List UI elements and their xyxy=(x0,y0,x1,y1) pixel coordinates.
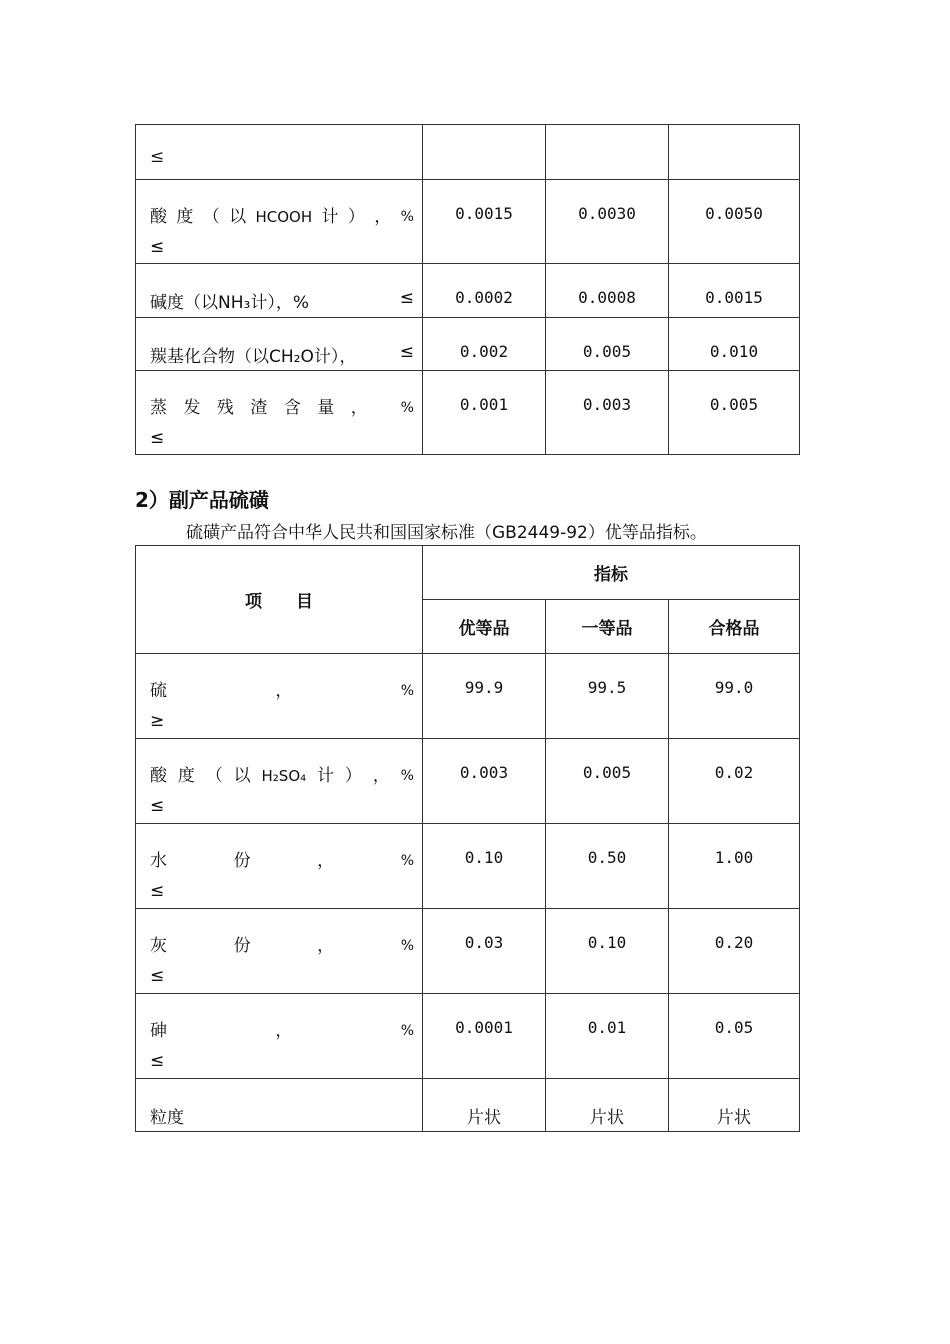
table-row xyxy=(136,180,800,264)
value-cell: 0.0002 xyxy=(423,264,546,318)
table-row xyxy=(136,909,800,994)
value-cell: 0.20 xyxy=(669,909,800,994)
value-cell: 0.0015 xyxy=(669,264,800,318)
value-cell: 0.0001 xyxy=(423,994,546,1079)
label-part: 量 xyxy=(317,398,335,418)
value-cell: 片状 xyxy=(423,1079,546,1132)
header-grade: 一等品 xyxy=(546,600,669,654)
value-cell: 片状 xyxy=(546,1079,669,1132)
label-part: ） xyxy=(344,766,362,786)
comparator: ≤ xyxy=(150,881,165,901)
label-part: 硫 xyxy=(150,681,167,701)
row-label xyxy=(136,824,423,909)
comparator: ≤ xyxy=(399,288,414,308)
label-part: HCOOH xyxy=(255,208,313,226)
section-paragraph: 硫磺产品符合中华人民共和国国家标准（GB2449-92）优等品指标。 xyxy=(186,523,707,543)
value-cell: 0.03 xyxy=(423,909,546,994)
label-part: 份 xyxy=(233,851,251,871)
table-header-row xyxy=(136,546,800,600)
comparator: ≥ xyxy=(150,711,165,731)
label-part: % xyxy=(400,209,414,225)
comparator: ≤ xyxy=(399,342,414,362)
row-label xyxy=(136,318,423,371)
label-part: % xyxy=(400,400,414,416)
table-row xyxy=(136,371,800,455)
label-part: 渣 xyxy=(250,398,268,418)
value-cell: 0.005 xyxy=(669,371,800,455)
value-cell: 0.01 xyxy=(546,994,669,1079)
row-label xyxy=(136,654,423,739)
table-row xyxy=(136,318,800,371)
label-part: 含 xyxy=(283,398,301,418)
label-part: % xyxy=(400,938,414,954)
label-part: ， xyxy=(350,398,368,418)
row-label: 粒度 xyxy=(136,1079,423,1132)
value-cell: 0.003 xyxy=(546,371,669,455)
table-row xyxy=(136,824,800,909)
header-item: 项 目 xyxy=(136,546,423,654)
value-cell: 片状 xyxy=(669,1079,800,1132)
value-cell xyxy=(546,125,669,180)
value-cell: 0.010 xyxy=(669,318,800,371)
table-row xyxy=(136,264,800,318)
label-part: % xyxy=(400,683,414,699)
header-grade: 优等品 xyxy=(423,600,546,654)
value-cell: 0.002 xyxy=(423,318,546,371)
label-part: 度 xyxy=(176,207,194,227)
comparator: ≤ xyxy=(150,428,165,448)
label-part: ， xyxy=(317,851,335,871)
row-label xyxy=(136,739,423,824)
table-row xyxy=(136,654,800,739)
header-grade: 合格品 xyxy=(669,600,800,654)
comparator: ≤ xyxy=(150,147,165,167)
value-cell: 0.0008 xyxy=(546,264,669,318)
sulfur-spec-table xyxy=(135,545,800,1132)
label-part: 度 xyxy=(177,766,195,786)
value-cell: 0.10 xyxy=(546,909,669,994)
label-part: % xyxy=(400,1023,414,1039)
value-cell: 0.001 xyxy=(423,371,546,455)
comparator: ≤ xyxy=(150,966,165,986)
value-cell: 0.0030 xyxy=(546,180,669,264)
value-cell: 99.0 xyxy=(669,654,800,739)
value-cell: 0.005 xyxy=(546,318,669,371)
label-part: % xyxy=(400,853,414,869)
table-row xyxy=(136,739,800,824)
label-part: ， xyxy=(275,1021,293,1041)
label-part: 酸 xyxy=(150,207,167,227)
comparator: ≤ xyxy=(150,796,165,816)
label-part: 酸 xyxy=(150,766,167,786)
label-part: 计 xyxy=(321,207,339,227)
label-part: % xyxy=(400,768,414,784)
header-index: 指标 xyxy=(423,546,800,600)
label-part: 发 xyxy=(183,398,201,418)
impurity-table-continued xyxy=(135,124,800,455)
label-part: （ xyxy=(205,766,223,786)
label-part: 灰 xyxy=(150,936,167,956)
section-heading: 2）副产品硫磺 xyxy=(135,488,269,512)
value-cell: 0.50 xyxy=(546,824,669,909)
table-row xyxy=(136,125,800,180)
value-cell: 0.0050 xyxy=(669,180,800,264)
row-label xyxy=(136,909,423,994)
row-label xyxy=(136,264,423,318)
comparator: ≤ xyxy=(150,1051,165,1071)
value-cell: 99.9 xyxy=(423,654,546,739)
row-label xyxy=(136,371,423,455)
label-part: 水 xyxy=(150,851,167,871)
table-row xyxy=(136,994,800,1079)
row-label xyxy=(136,125,423,180)
value-cell: 0.02 xyxy=(669,739,800,824)
value-cell: 0.10 xyxy=(423,824,546,909)
label-part: 份 xyxy=(233,936,251,956)
label-part: ， xyxy=(372,766,390,786)
label-part: 残 xyxy=(216,398,234,418)
value-cell: 0.005 xyxy=(546,739,669,824)
label-part: ， xyxy=(374,207,392,227)
value-cell xyxy=(669,125,800,180)
value-cell xyxy=(423,125,546,180)
value-cell: 99.5 xyxy=(546,654,669,739)
label-part: 砷 xyxy=(150,1021,167,1041)
table-row xyxy=(136,1079,800,1132)
label-text: 碱度（以NH₃计），% xyxy=(150,293,309,313)
label-text: 羰基化合物（以CH₂O计）， xyxy=(150,347,357,367)
value-cell: 0.003 xyxy=(423,739,546,824)
value-cell: 1.00 xyxy=(669,824,800,909)
label-part: ， xyxy=(275,681,293,701)
row-label xyxy=(136,994,423,1079)
value-cell: 0.0015 xyxy=(423,180,546,264)
label-part: 计 xyxy=(317,766,335,786)
label-part: 以 xyxy=(233,766,251,786)
label-part: ， xyxy=(317,936,335,956)
comparator: ≤ xyxy=(150,237,165,257)
label-part: 蒸 xyxy=(150,398,167,418)
label-part: ） xyxy=(347,207,365,227)
row-label xyxy=(136,180,423,264)
value-cell: 0.05 xyxy=(669,994,800,1079)
label-part: H₂SO₄ xyxy=(261,767,307,785)
label-part: （ xyxy=(202,207,220,227)
label-part: 以 xyxy=(229,207,247,227)
